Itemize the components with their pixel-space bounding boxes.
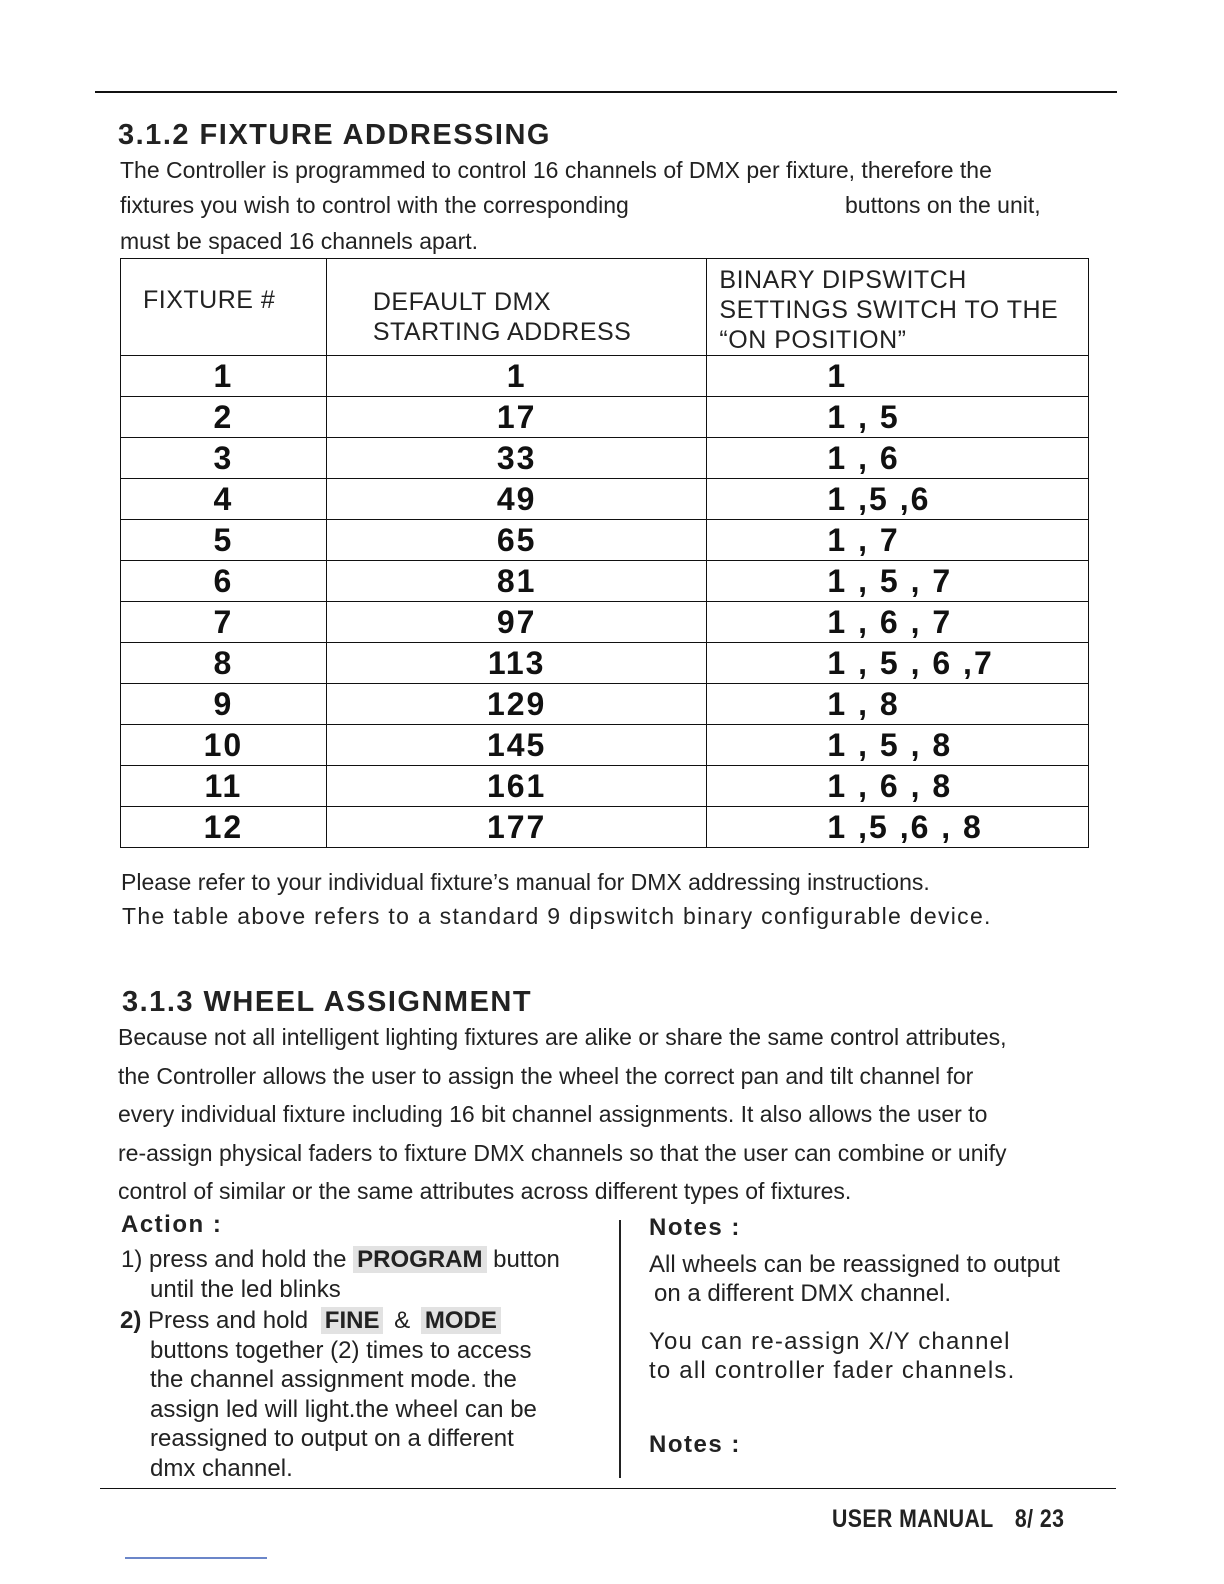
bottom-rule — [100, 1488, 1116, 1489]
fixture-number: 7 — [121, 602, 327, 643]
fixture-number: 2 — [121, 397, 327, 438]
action-title: Action : — [121, 1211, 223, 1238]
table-row — [121, 438, 1089, 479]
table-row — [121, 602, 1089, 643]
fixture-number: 11 — [121, 766, 327, 807]
table-note-1: Please refer to your individual fixture’s manual for DMX addressing instructions. — [121, 869, 930, 895]
fixture-number: 4 — [121, 479, 327, 520]
step1-text-a: 1) press and hold the — [121, 1246, 347, 1273]
start-address: 129 — [326, 684, 707, 725]
wheel-paragraph — [118, 1018, 1007, 1211]
start-address: 33 — [326, 438, 707, 479]
notes-title-1: Notes : — [649, 1214, 741, 1241]
note-1-line-1: All wheels can be reassigned to output — [649, 1251, 1060, 1278]
dipswitch-setting: 1 , 6 , 8 — [707, 766, 1089, 807]
fixture-number: 3 — [121, 438, 327, 479]
dipswitch-setting: 1 , 6 , 7 — [707, 602, 1089, 643]
addressing-table — [120, 258, 1089, 848]
step2-number: 2) — [120, 1307, 142, 1334]
intro-line-3: must be spaced 16 channels apart. — [120, 228, 479, 254]
step1-text-c: until the led blinks — [150, 1275, 341, 1303]
dipswitch-setting: 1 , 6 — [707, 438, 1089, 479]
header-dip-line3: “ON POSITION” — [719, 326, 907, 354]
step2-line-3: assign led will light.the wheel can be — [150, 1395, 537, 1423]
note-2-line-2: to all controller fader channels. — [649, 1357, 1016, 1384]
dipswitch-setting: 1 , 5 , 7 — [707, 561, 1089, 602]
mode-key-label: MODE — [421, 1307, 501, 1334]
section-heading-wheel-assignment: 3.1.3 WHEEL ASSIGNMENT — [122, 986, 533, 1018]
header-dip-line2: SETTINGS SWITCH TO THE — [719, 296, 1059, 324]
section-heading-fixture-addressing: 3.1.2 FIXTURE ADDRESSING — [118, 119, 551, 151]
wheel-line-2: the Controller allows the user to assign the wheel the correct pan and tilt channel for — [118, 1062, 974, 1089]
header-dipswitch — [707, 259, 1089, 356]
notes-title-2: Notes : — [649, 1431, 741, 1458]
step2-ampersand: & — [394, 1307, 411, 1334]
top-rule — [95, 91, 1117, 93]
fine-key-label: FINE — [321, 1307, 384, 1334]
fixture-number: 12 — [121, 807, 327, 848]
page-footer — [832, 1505, 1064, 1534]
wheel-line-4: re-assign physical faders to fixture DMX channels so that the user can combine or unify — [118, 1139, 1007, 1166]
start-address: 17 — [326, 397, 707, 438]
wheel-line-1: Because not all intelligent lighting fixtures are alike or share the same control attributes, — [118, 1024, 1007, 1050]
fixture-number: 10 — [121, 725, 327, 766]
column-divider — [619, 1220, 621, 1478]
header-fixture-label: FIXTURE # — [143, 286, 276, 314]
dipswitch-setting: 1 ,5 ,6 , 8 — [707, 807, 1089, 848]
fixture-number: 8 — [121, 643, 327, 684]
step2-line-4: reassigned to output on a different — [150, 1425, 514, 1452]
start-address: 81 — [326, 561, 707, 602]
wheel-line-3: every individual fixture including 16 bit channel assignments. It also allows the user to — [118, 1101, 988, 1127]
header-dip-line1: BINARY DIPSWITCH — [719, 266, 967, 294]
step2-text-a: Press and hold — [148, 1307, 309, 1334]
start-address: 177 — [326, 807, 707, 848]
fixture-number: 9 — [121, 684, 327, 725]
dipswitch-setting: 1 — [707, 356, 1089, 397]
wheel-line-5: control of similar or the same attributes across different types of fixtures. — [118, 1178, 852, 1204]
step1-text-b: button — [493, 1246, 560, 1273]
table-header-row — [121, 259, 1089, 356]
start-address: 97 — [326, 602, 707, 643]
dipswitch-setting: 1 , 5 , 6 ,7 — [707, 643, 1089, 684]
header-dmx-line2: STARTING ADDRESS — [372, 318, 632, 346]
start-address: 65 — [326, 520, 707, 561]
intro-line-2b: buttons on the unit, — [845, 192, 1041, 218]
table-row — [121, 397, 1089, 438]
dipswitch-setting: 1 , 5 , 8 — [707, 725, 1089, 766]
table-row — [121, 479, 1089, 520]
fixture-number: 5 — [121, 520, 327, 561]
page-number: 8/ 23 — [1014, 1505, 1064, 1533]
table-row — [121, 725, 1089, 766]
start-address: 1 — [326, 356, 707, 397]
step2-line-5: dmx channel. — [150, 1454, 293, 1482]
intro-line-2a: fixtures you wish to control with the corresponding — [120, 192, 629, 218]
table-row — [121, 561, 1089, 602]
table-row — [121, 356, 1089, 397]
dipswitch-setting: 1 ,5 ,6 — [707, 479, 1089, 520]
start-address: 113 — [326, 643, 707, 684]
dipswitch-setting: 1 , 8 — [707, 684, 1089, 725]
table-row — [121, 807, 1089, 848]
dipswitch-setting: 1 , 7 — [707, 520, 1089, 561]
action-step-2 — [120, 1306, 610, 1483]
corner-mark — [125, 1557, 267, 1559]
table-row — [121, 766, 1089, 807]
header-fixture — [121, 259, 327, 356]
footer-label: USER MANUAL — [831, 1505, 993, 1533]
header-dmx-line1: DEFAULT DMX — [372, 288, 552, 316]
table-row — [121, 684, 1089, 725]
dipswitch-setting: 1 , 5 — [707, 397, 1089, 438]
note-2-line-1: You can re-assign X/Y channel — [649, 1328, 1011, 1355]
fixture-number: 1 — [121, 356, 327, 397]
program-key-label: PROGRAM — [353, 1246, 486, 1273]
step2-line-2: the channel assignment mode. the — [150, 1366, 517, 1393]
action-step-1 — [121, 1245, 611, 1304]
start-address: 145 — [326, 725, 707, 766]
start-address: 161 — [326, 766, 707, 807]
intro-line-1: The Controller is programmed to control 16 channels of DMX per fixture, therefore the — [120, 157, 992, 183]
note-1-line-2: on a different DMX channel. — [654, 1280, 952, 1307]
table-note-2: The table above refers to a standard 9 dipswitch binary configurable device. — [122, 903, 992, 929]
step2-line-1: buttons together (2) times to access — [150, 1336, 532, 1364]
header-dmx — [326, 259, 707, 356]
start-address: 49 — [326, 479, 707, 520]
table-row — [121, 643, 1089, 684]
fixture-number: 6 — [121, 561, 327, 602]
table-row — [121, 520, 1089, 561]
